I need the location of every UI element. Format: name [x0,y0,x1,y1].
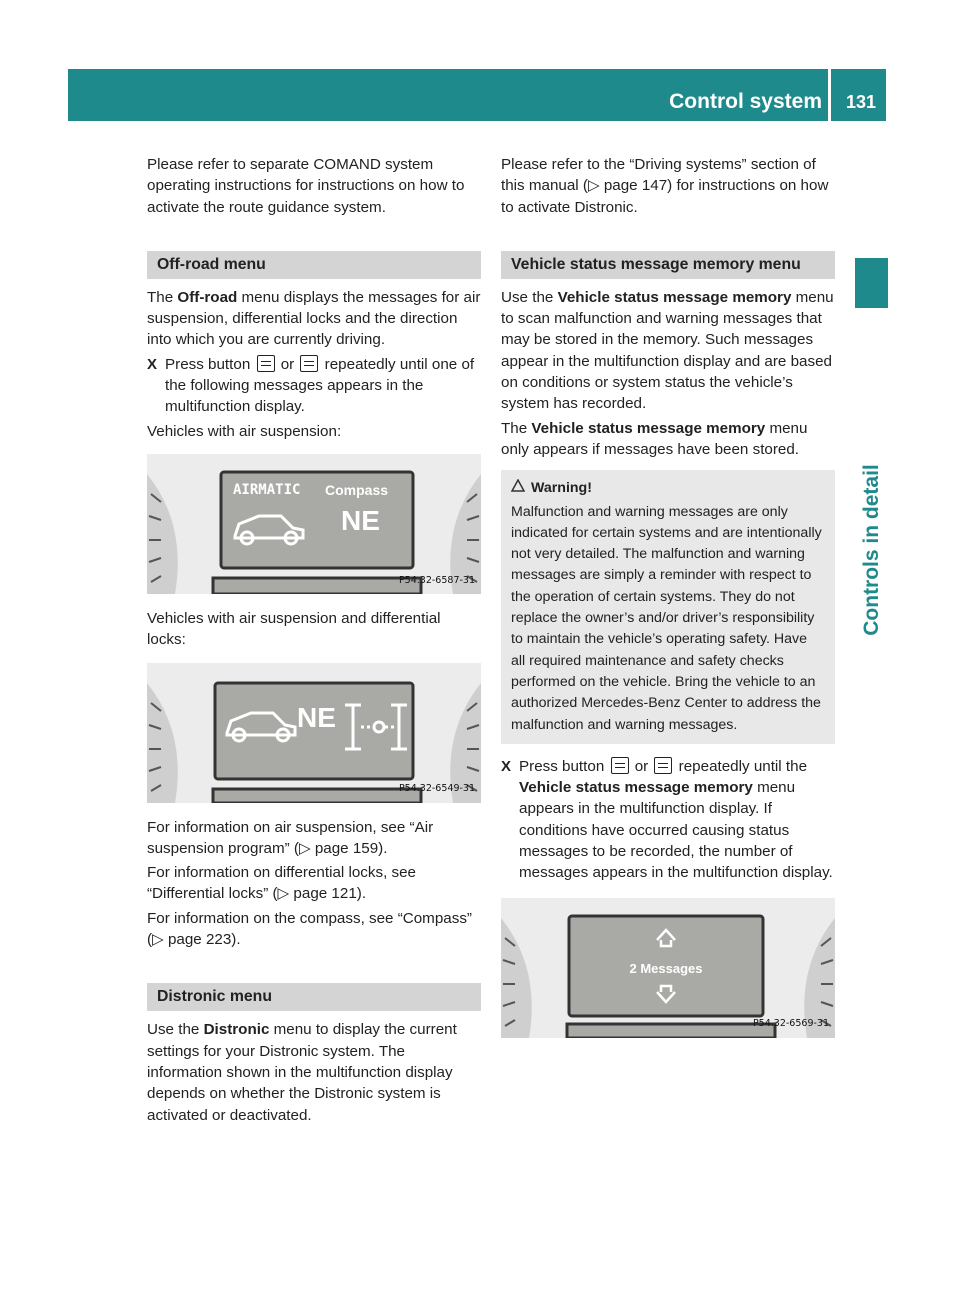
compass-direction: NE [341,504,380,536]
info-paragraph: For information on air suspension, see “Air suspension program” (▷ page 159). [147,818,434,857]
warning-title: Warning! [511,478,825,499]
menu-button-icon [611,757,629,774]
step-arrow-icon: X [501,757,512,775]
header-separator [828,69,831,121]
figure-airmatic-compass [147,454,481,594]
figure-code: P54.32-6569-31 [752,1018,829,1030]
figure-caption: Vehicles with air suspension and differential locks: [147,609,441,649]
distronic-paragraph: Use the Distronic menu to display the current settings for your Distronic system. The information shown in the multifunction display depends on whether the Distronic system is activated or deactivated. [147,1021,457,1124]
info-paragraph: For information on the compass, see “Compass” (▷ page 223). [147,909,472,949]
page-number: 131 [845,92,877,112]
intro-paragraph: Please refer to separate COMAND system operating instructions for instructions on how to activate the route guidance system. [147,156,465,216]
display-label-airmatic: AIRMATIC [233,481,301,498]
menu-button-icon [257,355,275,372]
compass-direction: NE [297,701,336,733]
side-tab-label: Controls in detail [859,464,883,636]
display-label-compass: Compass [325,481,389,498]
left-column [147,154,481,1129]
figure-code: P54.32-6549-31 [398,783,475,795]
side-tab-marker [855,258,888,308]
figure-code: P54.32-6587-31 [398,574,475,586]
figure-caption: Vehicles with air suspension: [147,422,342,440]
side-tab [855,330,888,770]
offroad-paragraph: The Off-road menu displays the messages for air suspension, differential locks and the direction into which you are currently driving. [147,288,481,349]
section-heading-vsm: Vehicle status message memory menu [501,251,835,279]
vsm-paragraph: The Vehicle status message memory menu only appears if messages have been stored. [501,419,808,458]
right-column [501,154,835,1052]
menu-button-alt-icon [300,355,318,372]
section-heading-offroad: Off-road menu [147,251,481,279]
figure-messages [501,898,835,1038]
instruction-step: X Press button or repeatedly until one of the following messages appears in the multifunction display. [147,355,475,416]
info-paragraph: For information on differential locks, see “Differential locks” (▷ page 121). [147,864,417,903]
intro-paragraph: Please refer to the “Driving systems” section of this manual (▷ page 147) for instructions on how to activate Distronic. [501,156,829,216]
message-count: 2 Messages [629,960,703,976]
step-arrow-icon: X [147,355,158,373]
instruction-step: X Press button or repeatedly until the Vehicle status message memory menu appears in the multifunction display. If conditions have occurred causing status messages to be recorded, the number of messages appears in the multifunction display. [501,757,833,882]
warning-box [501,470,835,744]
warning-text: Malfunction and warning messages are only indicated for certain systems and are intentionally not very detailed. The malfunction and warning messages are simply a reminder with respect to the operation of certain systems. They do not replace the owner’s and/or driver’s responsibility to maintain the vehicle’s operating safety. Have all required maintenance and safety checks performed on the vehicle. Bring the vehicle to an authorized Mercedes-Benz Center to address the malfunction and warning messages. [511,503,822,733]
page-title: Control system [669,90,822,113]
figure-differential-locks [147,663,481,803]
vsm-paragraph: Use the Vehicle status message memory menu to scan malfunction and warning messages that may be stored in the memory. Such messages appear in the multifunction display and are based on conditions or system status the vehicle’s system has recorded. [501,288,834,413]
warning-triangle-icon [511,478,525,499]
menu-button-alt-icon [654,757,672,774]
section-heading-distronic: Distronic menu [147,983,481,1011]
